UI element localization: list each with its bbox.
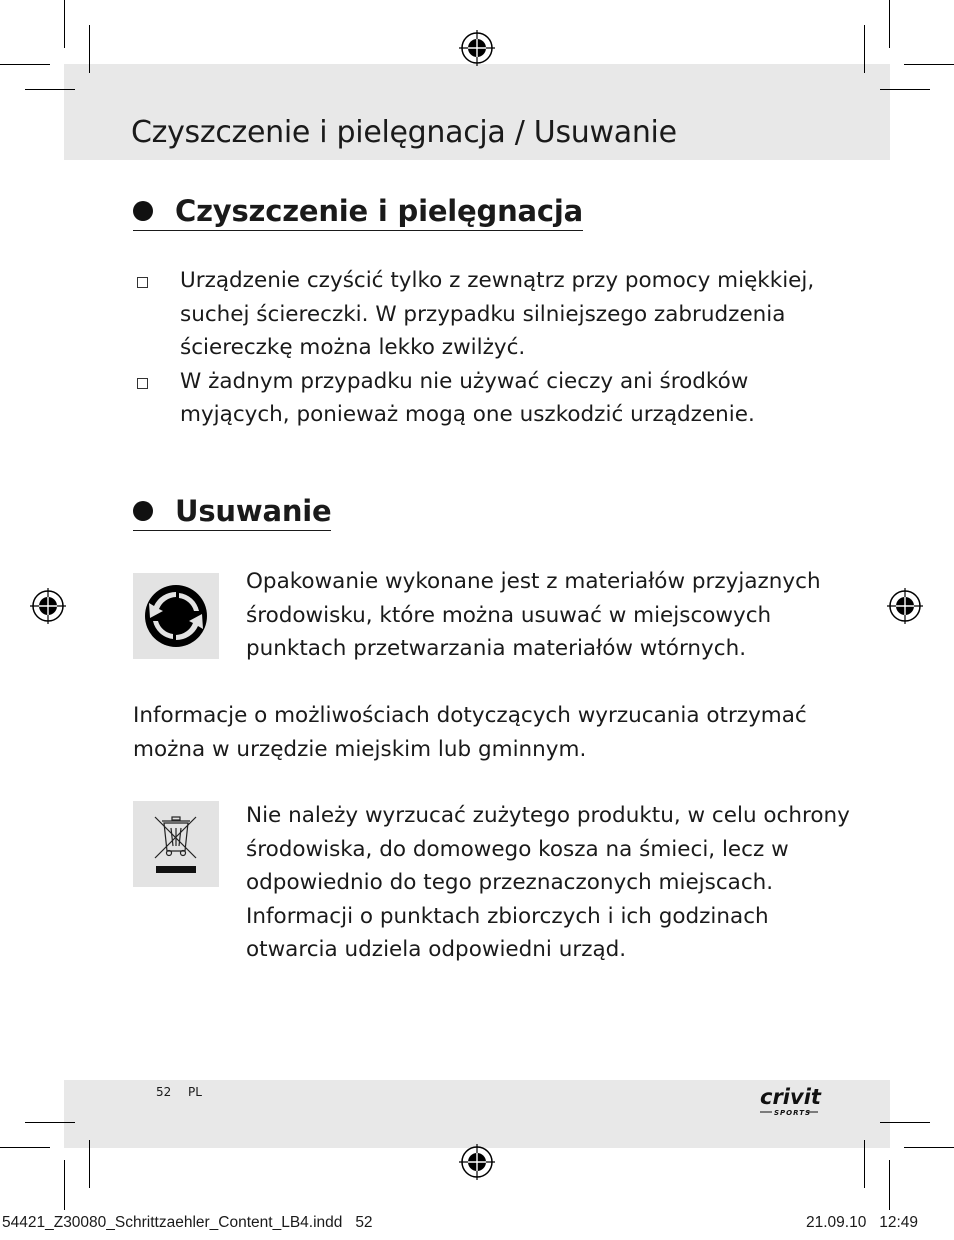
print-slug-datetime: 21.09.10 12:49 <box>806 1214 919 1231</box>
list-item-text: Urządzenie czyścić tylko z zewnątrz przy pomocy miękkiej, suchej ściereczki. W przypadku silniejszego zabrudzenia ściereczkę można lekko zwilżyć. <box>180 268 815 360</box>
section-heading <box>133 494 331 531</box>
list-item <box>133 365 833 432</box>
section-heading <box>133 194 583 231</box>
section-disposal <box>133 494 331 531</box>
bullet-icon <box>133 501 153 521</box>
crivit-sports-logo <box>758 1082 822 1118</box>
registration-mark-icon <box>887 588 923 624</box>
checkbox-icon <box>137 378 148 389</box>
list-item-text: W żadnym przypadku nie używać cieczy ani środków myjących, ponieważ mogą one uszkodzić urządzenie. <box>180 368 755 427</box>
page-number: 52 <box>156 1085 172 1099</box>
page-title: Czyszczenie i pielęgnacja / Usuwanie <box>131 115 677 150</box>
recycling-text: Opakowanie wykonane jest z materiałów przyjaznych środowisku, które można usuwać w miejscowych punktach przetwarzania materiałów wtórnych. <box>246 569 821 661</box>
language-code: PL <box>188 1085 202 1099</box>
weee-symbol <box>133 801 219 887</box>
list-item <box>133 264 833 365</box>
disposal-info-text: Informacje o możliwościach dotyczących wyrzucania otrzymać można w urzędzie miejskim lub gminnym. <box>133 703 807 762</box>
crossed-out-wheelie-bin-icon <box>133 801 219 887</box>
section-cleaning <box>133 194 583 231</box>
registration-mark-icon <box>459 30 495 66</box>
registration-mark-icon <box>459 1144 495 1180</box>
cleaning-list <box>133 264 833 432</box>
weee-text: Nie należy wyrzucać zużytego produktu, w celu ochrony środowiska, do domowego kosza na śmieci, lecz w odpowiednio do tego przeznaczonych miejscach. Informacji o punktach zbiorczych i ich godzinach otwarcia udziela odpowiedni urząd. <box>246 803 850 962</box>
recycling-symbol <box>133 573 219 659</box>
brand-subtitle: SPORTS <box>774 1109 812 1117</box>
section-title: Czyszczenie i pielęgnacja <box>175 194 583 228</box>
registration-mark-icon <box>30 588 66 624</box>
checkbox-icon <box>137 277 148 288</box>
brand-name: crivit <box>760 1085 821 1109</box>
section-title: Usuwanie <box>175 494 332 528</box>
green-dot-recycling-icon <box>133 573 219 659</box>
bullet-icon <box>133 201 153 221</box>
print-slug-filename: 54421_Z30080_Schrittzaehler_Content_LB4.indd 52 <box>2 1214 373 1231</box>
